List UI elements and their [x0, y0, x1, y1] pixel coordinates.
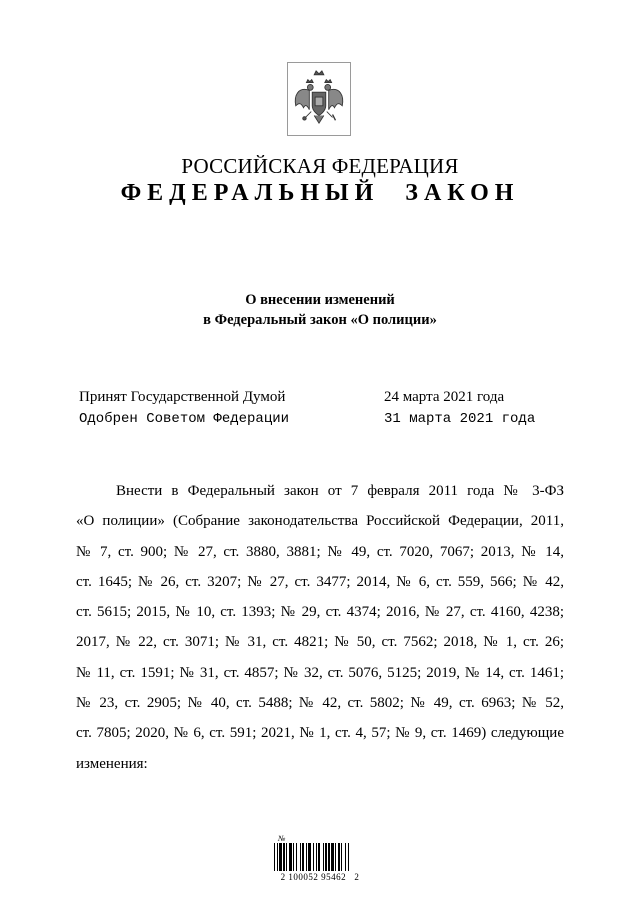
body-line: № 11, ст. 1591; № 31, ст. 4857; № 32, ст. 5076, 5125; 2019, № 14, ст. 1461; — [76, 664, 564, 681]
body-line: изменения: — [76, 755, 148, 772]
body-line: 2017, № 22, ст. 3071; № 31, ст. 4821; № 50, ст. 7562; 2018, № 1, ст. 26; — [76, 634, 564, 651]
barcode-bar — [274, 843, 275, 871]
barcode-bar — [325, 843, 327, 871]
body-line: ст. 5615; 2015, № 10, ст. 1393; № 29, ст. 4374; 2016, № 27, ст. 4160, 4238; — [76, 604, 564, 621]
law-title-line-2: в Федеральный закон «О полиции» — [203, 312, 437, 328]
body-line: ст. 1645; № 26, ст. 3207; № 27, ст. 3477; 2014, № 6, ст. 559, 566; № 42, — [76, 573, 564, 590]
barcode-bar — [302, 843, 304, 871]
barcode-bar — [316, 843, 317, 871]
barcode-bar — [277, 843, 278, 871]
barcode-bar — [323, 843, 324, 871]
barcode-bar — [341, 843, 342, 871]
approved-date: 31 марта 2021 года — [384, 411, 536, 427]
barcode-bar — [313, 843, 314, 871]
law-title — [0, 290, 640, 330]
barcode-bar — [289, 843, 292, 871]
barcode-mark: № — [278, 834, 286, 843]
body-line: «О полиции» (Собрание законодательства Российской Федерации, 2011, — [76, 513, 564, 530]
law-body-paragraph — [76, 476, 564, 779]
document-barcode — [268, 834, 372, 884]
adopted-date: 24 марта 2021 года — [384, 389, 505, 405]
barcode-number: 2 100052 95462 2 — [280, 872, 360, 882]
barcode-bar — [283, 843, 285, 871]
country-name: РОССИЙСКАЯ ФЕДЕРАЦИЯ — [181, 154, 459, 178]
barcode-bar — [279, 843, 282, 871]
barcode-bar — [331, 843, 334, 871]
state-emblem-icon — [287, 62, 351, 136]
body-line: № 7, ст. 900; № 27, ст. 3880, 3881; № 49, ст. 7020, 7067; 2013, № 14, — [76, 543, 564, 560]
barcode-bar — [318, 843, 320, 871]
barcode-bar — [338, 843, 340, 871]
barcode-bars-icon — [274, 843, 366, 871]
barcode-bar — [300, 843, 301, 871]
barcode-bar — [348, 843, 349, 871]
document-type: ФЕДЕРАЛЬНЫЙ ЗАКОН — [120, 180, 520, 206]
barcode-bar — [306, 843, 307, 871]
barcode-bar — [296, 843, 297, 871]
barcode-bar — [286, 843, 287, 871]
barcode-bar — [328, 843, 330, 871]
body-line: № 23, ст. 2905; № 40, ст. 5488; № 42, ст. 5802; № 49, ст. 6963; № 52, — [76, 695, 564, 712]
barcode-bar — [293, 843, 294, 871]
approved-by-council-label: Одобрен Советом Федерации — [79, 411, 290, 427]
barcode-bar — [345, 843, 346, 871]
barcode-bar — [308, 843, 311, 871]
body-line: Внести в Федеральный закон от 7 февраля 2011 года № 3-ФЗ — [116, 483, 564, 499]
barcode-bar — [335, 843, 336, 871]
law-title-line-1: О внесении изменений — [245, 292, 395, 308]
adopted-by-duma-label: Принят Государственной Думой — [79, 389, 286, 405]
body-line: ст. 7805; 2020, № 6, ст. 591; 2021, № 1, ст. 4, 57; № 9, ст. 1469) следующие — [76, 725, 564, 742]
